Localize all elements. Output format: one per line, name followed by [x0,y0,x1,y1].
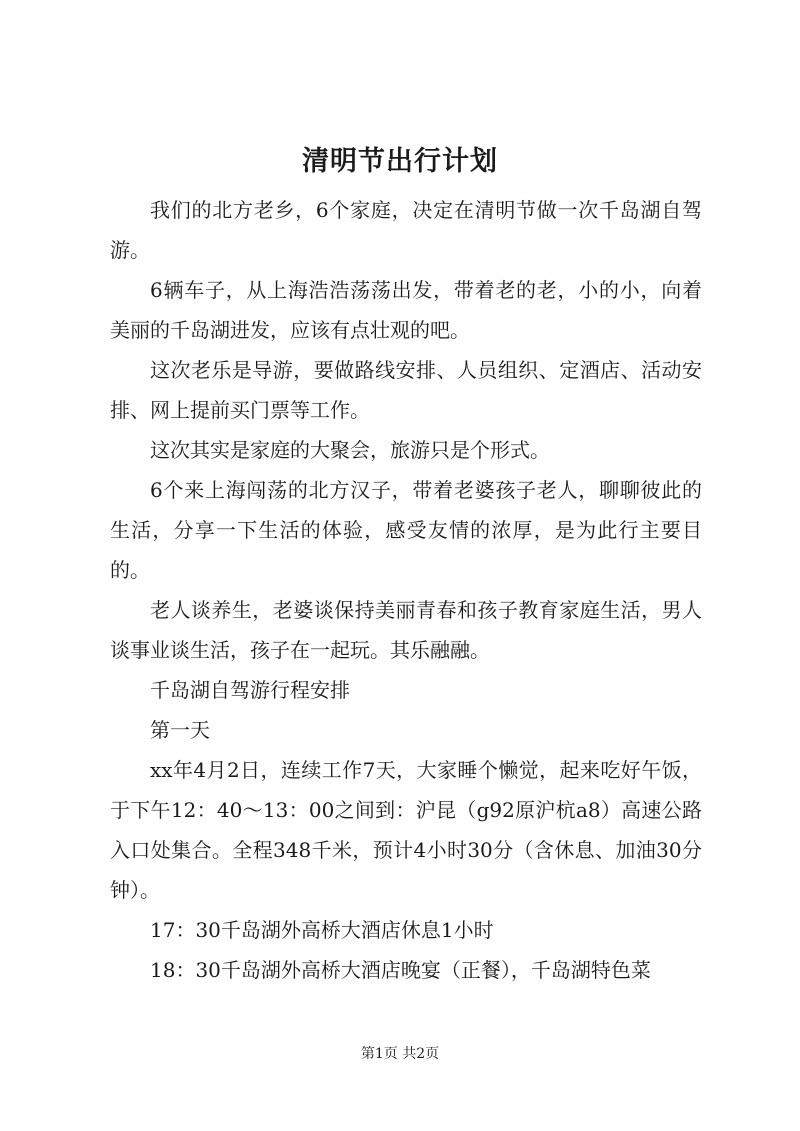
schedule-item: 18：30千岛湖外高桥大酒店晚宴（正餐），千岛湖特色菜 [150,958,651,982]
paragraph: 6个来上海闯荡的北方汉子，带着老婆孩子老人，聊聊彼此的生活，分享一下生活的体验，感受友情的浓厚，是为此行主要目的。 [110,478,702,582]
page-footer: 第1页 共2页 [360,1046,440,1062]
paragraph: 这次老乐是导游，要做路线安排、人员组织、定酒店、活动安排、网上提前买门票等工作。 [110,358,702,422]
schedule-item: 17：30千岛湖外高桥大酒店休息1小时 [150,918,494,942]
paragraph: xx年4月2日，连续工作7天，大家睡个懒觉，起来吃好午饭，于下午12：40～13：00之间到：沪昆（g92原沪杭a8）高速公路入口处集合。全程348千米，预计4小时30分（含休息、加油30分钟）。 [110,758,702,902]
section-heading: 千岛湖自驾游行程安排 [150,678,350,702]
paragraph: 6辆车子，从上海浩浩荡荡出发，带着老的老，小的小，向着美丽的千岛湖进发，应该有点壮观的吧。 [110,278,702,342]
document-title: 清明节出行计划 [302,146,498,177]
document-body [110,190,702,990]
paragraph: 老人谈养生，老婆谈保持美丽青春和孩子教育家庭生活，男人谈事业谈生活，孩子在一起玩。其乐融融。 [110,598,702,662]
day-heading: 第一天 [150,718,210,742]
paragraph: 这次其实是家庭的大聚会，旅游只是个形式。 [150,438,550,462]
paragraph: 我们的北方老乡，6个家庭，决定在清明节做一次千岛湖自驾游。 [110,198,702,262]
